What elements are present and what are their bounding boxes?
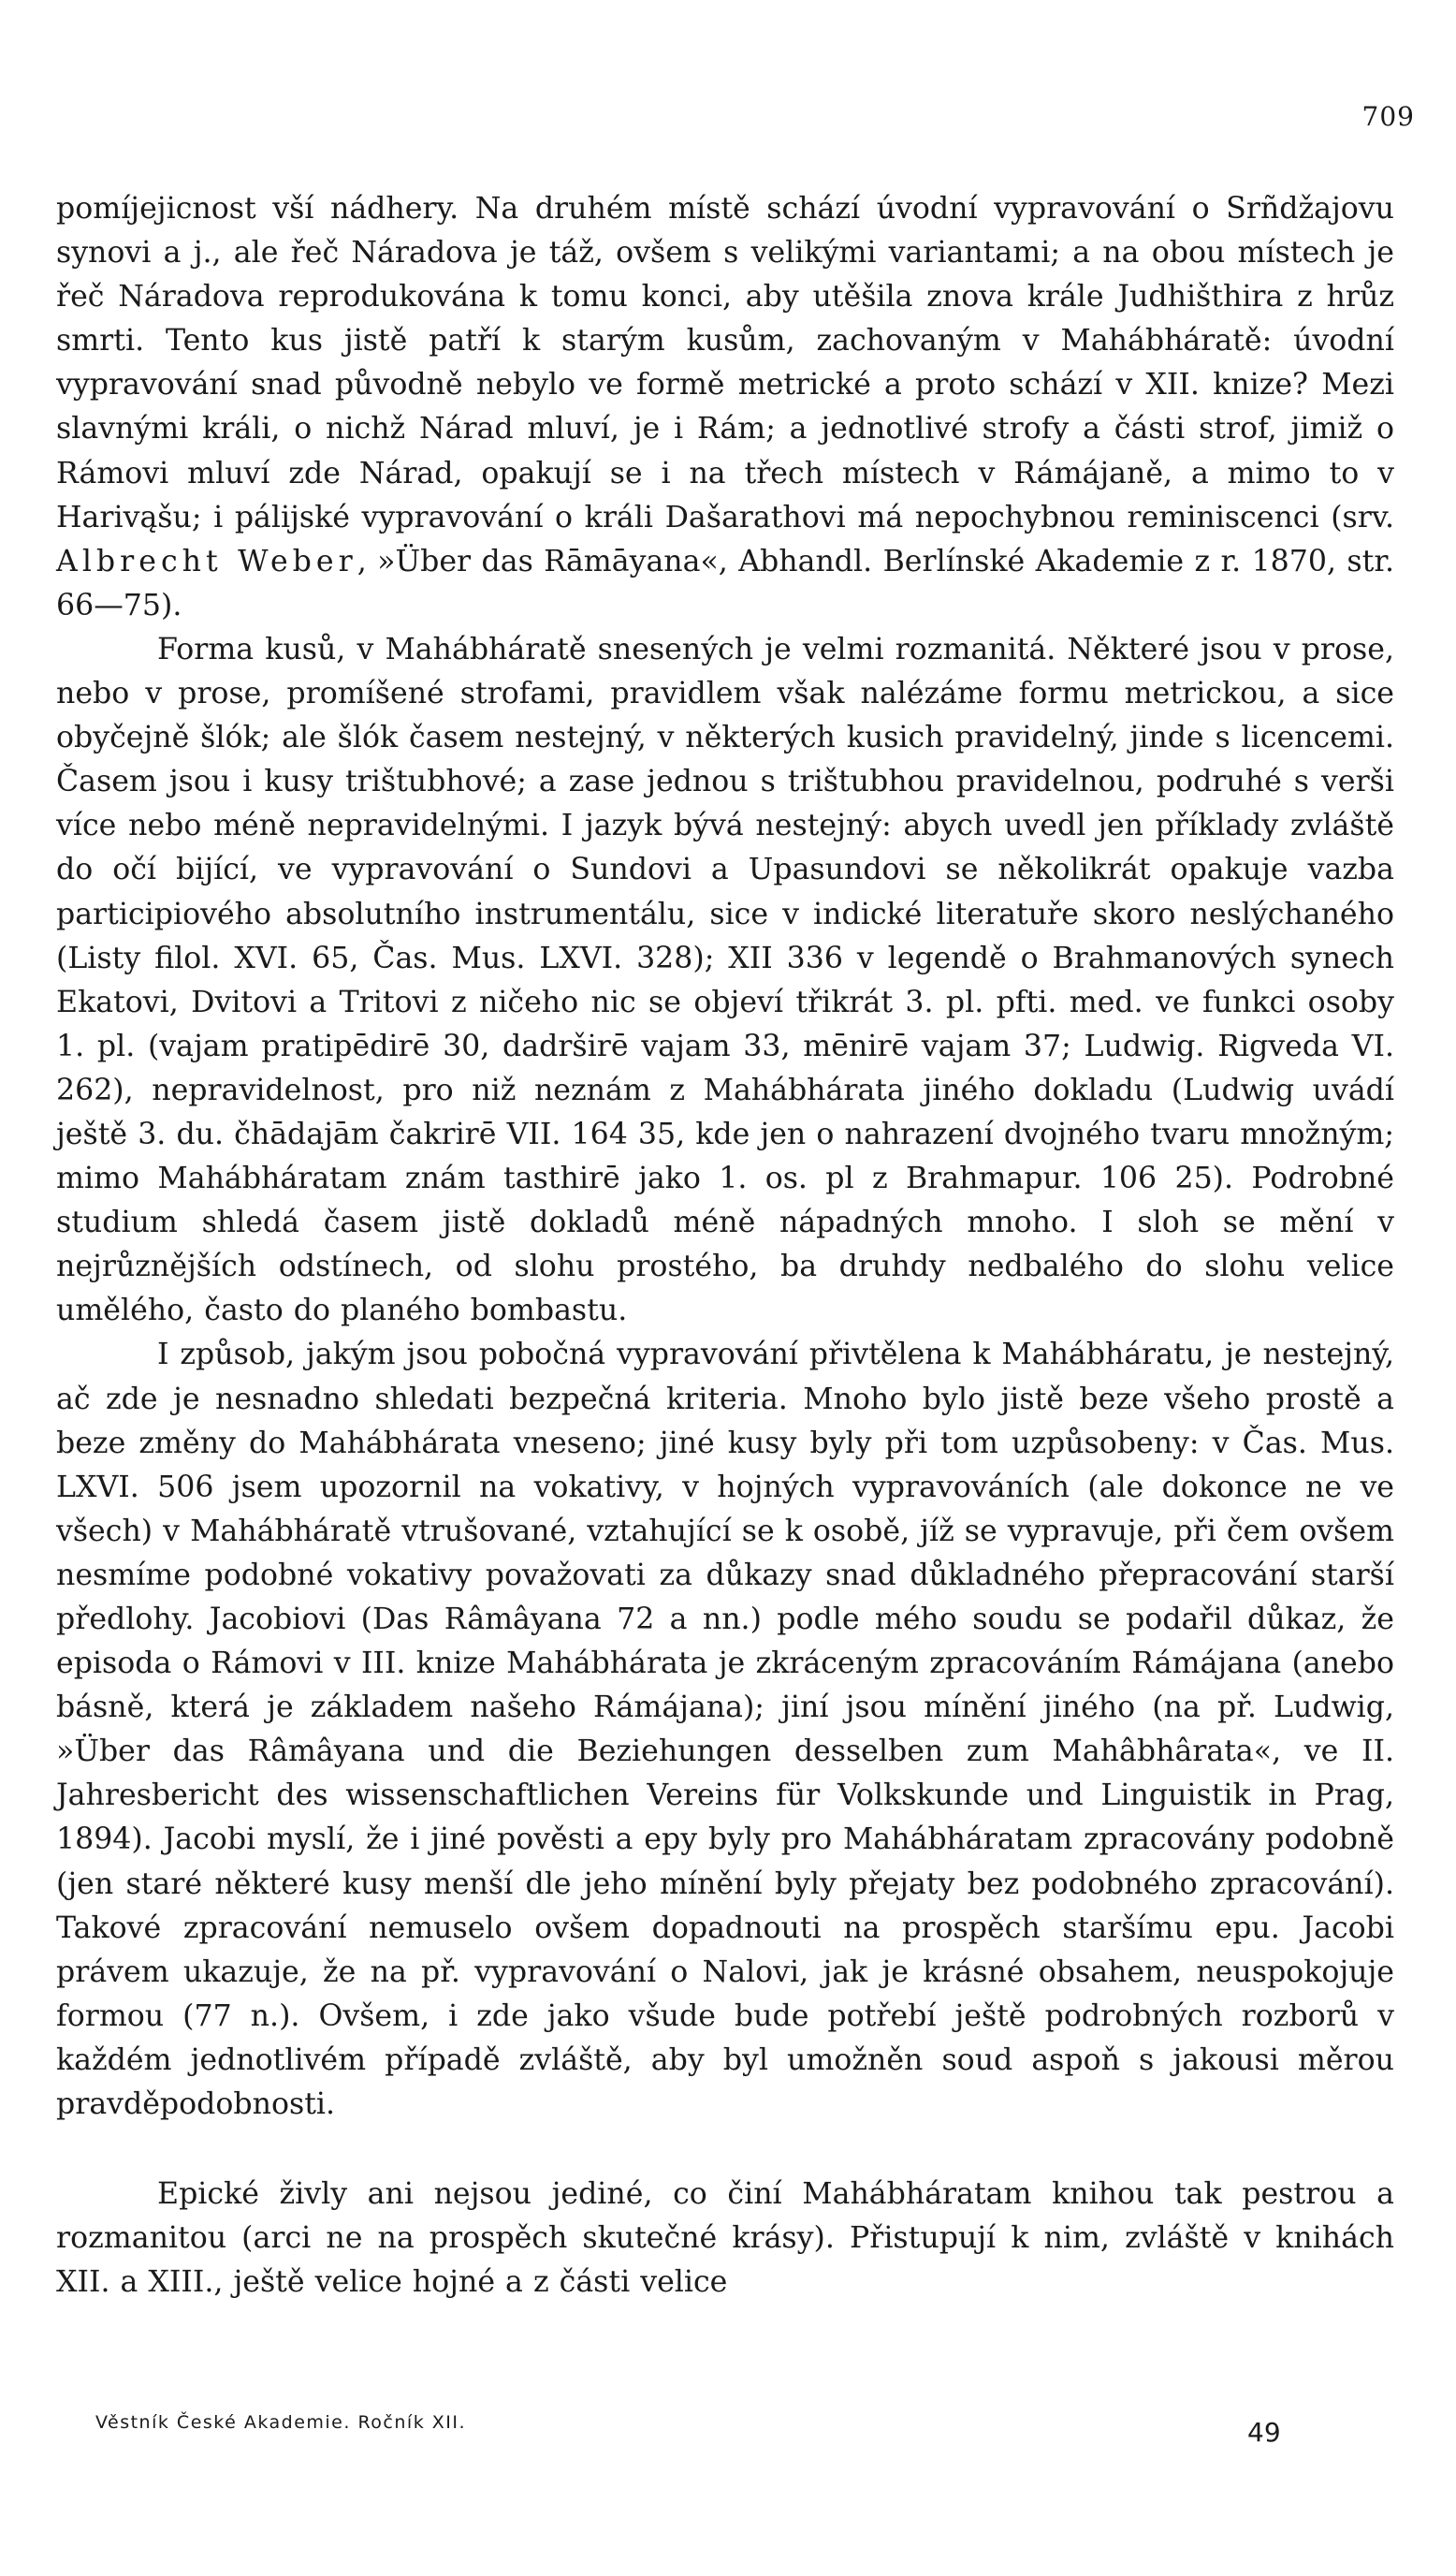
paragraph-4: Epické živly ani nejsou jediné, co činí Mahábháratam knihou tak pestrou a rozmanitou (arci ne na prospěch skutečné krásy). Přistupují k nim, zvláště v knihách XII. a XIII., ještě velice hojné a z části velice bbox=[56, 2177, 1394, 2300]
author-name-spaced: Albrecht Weber bbox=[56, 544, 357, 578]
paragraph-2: Forma kusů, v Mahábháratě snesených je velmi rozmanitá. Některé jsou v prose, nebo v prose, promíšené strofami, pravidlem však nalézáme formu metrickou, a sice obyčejně šlók; ale šlók časem nestejný, v některých kusich pravidelný, jinde s licencemi. Časem jsou i kusy trištubhové; a zase jednou s trištubhou pravidelnou, podruhé s verši více nebo méně nepravidelnými. I jazyk bývá nestejný: abych uvedl jen příklady zvláště do očí bijící, ve vypravování o Sundovi a Upasundovi se několikrát opakuje vazba participiového absolutního instrumentálu, sice v indické literatuře skoro neslýchaného (Listy filol. XVI. 65, Čas. Mus. LXVI. 328); XII 336 v legendě o Brahmanových synech Ekatovi, Dvitovi a Tritovi z ničeho nic se objeví třikrát 3. pl. pfti. med. ve funkci osoby 1. pl. (vajam pratipēdirē 30, dadrširē vajam 33, mēnirē vajam 37; Ludwig. Rigveda VI. 262), nepravidelnost, pro niž neznám z Mahábhárata jiného dokladu (Ludwig uvádí ještě 3. du. čhādajām čakrirē VII. 164 35, kde jen o nahrazení dvojného tvaru množným; mimo Mahábháratam znám tasthirē jako 1. os. pl z Brahmapur. 106 25). Podrobné studium shledá časem jistě dokladů méně nápadných mnoho. I sloh se mění v nejrůznějších odstínech, od slohu prostého, ba druhdy nedbalého do slohu velice umělého, často do planého bombastu. bbox=[56, 632, 1394, 1328]
paragraph-1 bbox=[56, 187, 1394, 628]
page-number: 709 bbox=[1361, 101, 1415, 132]
paragraph-1-text-a: pomíjejicnost vší nádhery. Na druhém místě schází úvodní vypravování o Srñdžajovu synovi a j., ale řeč Náradova je táž, ovšem s velikými variantami; a na obou místech je řeč Náradova reprodukována k tomu konci, aby utěšila znova krále Judhišthira z hrůz smrti. Tento kus jistě patří k starým kusům, zachovaným v Mahábháratě: úvodní vypravování snad původně nebylo ve formě metrické a proto schází v XII. knize? Mezi slavnými králi, o nichž Nárad mluví, je i Rám; a jednotlivé strofy a části strof, jimiž o Rámovi mluví zde Nárad, opakují se i na třech místech v Rámájaně, a mimo to v Harivąšu; i pálijské vypravování o králi Dašarathovi má nepochybnou reminiscenci (srv. bbox=[56, 192, 1394, 534]
body-text bbox=[56, 187, 1394, 2305]
signature-mark: 49 bbox=[1247, 2417, 1281, 2448]
paragraph-1-text-b: , »Über das Rāmāyana«, Abhandl. Berlínské Akademie z r. 1870, str. 66—75). bbox=[56, 544, 1395, 622]
journal-footer: Věstník České Akademie. Ročník XII. bbox=[95, 2412, 466, 2433]
paragraph-3: I způsob, jakým jsou pobočná vypravování přivtělena k Mahábháratu, je nestejný, ač zde je nesnadno shledati bezpečná kriteria. Mnoho bylo jistě beze všeho prostě a beze změny do Mahábhárata vneseno; jiné kusy byly při tom uzpůsobeny: v Čas. Mus. LXVI. 506 jsem upozornil na vokativy, v hojných vypravováních (ale dokonce ne ve všech) v Mahábháratě vtrušované, vztahující se k osobě, jíž se vypravuje, při čem ovšem nesmíme podobné vokativy považovati za důkazy snad důkladného přepracování starší předlohy. Jacobiovi (Das Râmâyana 72 a nn.) podle mého soudu se podařil důkaz, že episoda o Rámovi v III. knize Mahábhárata je zkráceným zpracováním Rámájana (anebo básně, která je základem našeho Rámájana); jiní jsou mínění jiného (na př. Ludwig, »Über das Râmâyana und die Beziehungen desselben zum Mahâbhârata«, ve II. Jahresbericht des wissenschaftlichen Vereins für Volkskunde und Linguistik in Prag, 1894). Jacobi myslí, že i jiné pověsti a epy byly pro Mahábháratam zpracovány podobně (jen staré některé kusy menší dle jeho mínění byly přejaty bez podobného zpracování). Takové zpracování nemuselo ovšem dopadnouti na prospěch staršímu epu. Jacobi právem ukazuje, že na př. vypravování o Nalovi, jak je krásné obsahem, neuspokojuje formou (77 n.). Ovšem, i zde jako všude bude potřebí ještě podrobných rozborů v každém jednotlivém případě zvláště, aby byl umožněn soud aspoň s jakousi měrou pravděpodobnosti. bbox=[56, 1338, 1394, 2122]
